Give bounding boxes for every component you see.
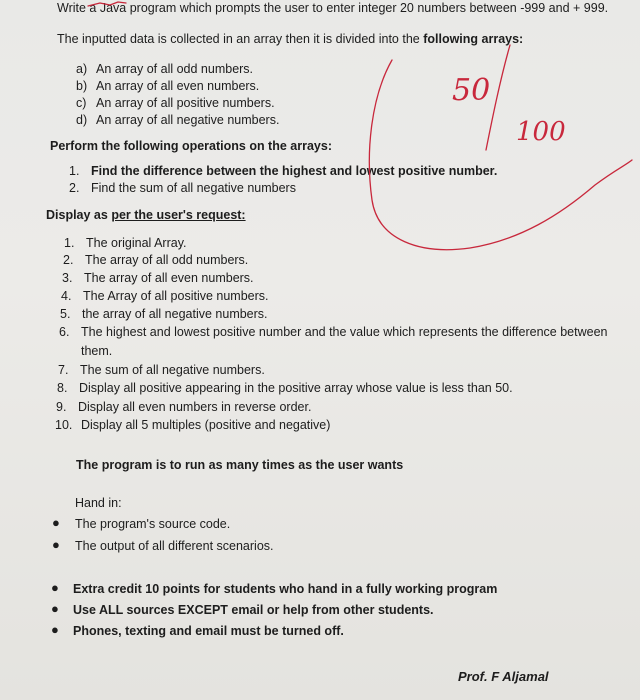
display-item (58, 363, 265, 378)
display-item (60, 307, 268, 322)
intro-line-2-text: The inputted data is collected in an array then it is divided into the (57, 32, 424, 46)
display-item-number: 10. (55, 418, 73, 432)
display-item-text: the array of all negative numbers. (82, 307, 268, 321)
array-item (76, 113, 279, 128)
display-heading (46, 208, 246, 223)
display-item-text: The highest and lowest positive number and the value which represents the difference between (81, 325, 608, 339)
intro-line-2-bold: following arrays: (423, 32, 524, 46)
array-item-label: d) (76, 113, 88, 127)
note-item: Use ALL sources EXCEPT email or help from other students. (73, 603, 434, 617)
intro-line-2 (57, 32, 523, 47)
array-item (76, 96, 275, 111)
operations-heading: Perform the following operations on the arrays: (50, 139, 332, 153)
display-item-text: The original Array. (86, 236, 187, 250)
divider-slash (486, 45, 510, 150)
hand-in-item: The program's source code. (75, 517, 231, 531)
intro-line-1: Write a Java program which prompts the user to enter integer 20 numbers between -999 and + 999. (57, 1, 609, 15)
display-heading-underlined: per the user's request: (111, 208, 246, 222)
signature: Prof. F Aljamal (458, 669, 549, 684)
array-item-text: An array of all negative numbers. (96, 113, 280, 127)
array-item (76, 62, 253, 77)
display-item-text: The sum of all negative numbers. (80, 363, 265, 377)
display-item (62, 271, 254, 286)
display-item (56, 400, 311, 415)
display-item (57, 381, 513, 396)
display-item-text: Display all 5 multiples (positive and negative) (81, 418, 331, 432)
note-item: Phones, texting and email must be turned off. (73, 624, 344, 638)
array-item (76, 79, 259, 94)
display-item (55, 418, 330, 433)
bullet-icon: ● (52, 515, 60, 530)
display-item-continued (59, 344, 112, 359)
display-item-number: 9. (56, 400, 67, 414)
display-item-text: The array of all even numbers. (84, 271, 254, 285)
operation-item-number: 2. (69, 181, 80, 195)
display-item-number: 2. (63, 253, 74, 267)
array-item-text: An array of all positive numbers. (96, 96, 275, 110)
bullet-icon: ● (51, 580, 59, 595)
operation-item (69, 181, 296, 196)
display-item-text: Display all even numbers in reverse order. (78, 400, 312, 414)
display-heading-text: Display as (46, 208, 112, 222)
display-item (63, 253, 248, 268)
bullet-icon: ● (51, 622, 59, 637)
grade-circle (369, 60, 632, 250)
display-item-number: 1. (64, 236, 75, 250)
array-item-label: c) (76, 96, 87, 110)
display-item (61, 289, 269, 304)
hand-in-item: The output of all different scenarios. (75, 539, 274, 553)
hand-in-heading: Hand in: (75, 496, 122, 510)
display-item-number: 8. (57, 381, 68, 395)
total-mark: 100 (516, 117, 566, 147)
display-item-text: Display all positive appearing in the positive array whose value is less than 50. (79, 381, 513, 395)
display-item (64, 236, 187, 251)
display-item-number: 5. (60, 307, 71, 321)
array-item-text: An array of all even numbers. (96, 79, 260, 93)
operation-item (69, 164, 497, 179)
display-item-number: 7. (58, 363, 69, 377)
bullet-icon: ● (51, 601, 59, 616)
display-item-text: them. (81, 344, 113, 358)
run-note: The program is to run as many times as the user wants (76, 458, 404, 472)
display-item (59, 325, 607, 340)
display-item-text: The array of all odd numbers. (85, 253, 249, 267)
operation-item-text: Find the sum of all negative numbers (91, 181, 296, 195)
array-item-text: An array of all odd numbers. (96, 62, 254, 76)
bullet-icon: ● (52, 537, 60, 552)
display-item-number: 6. (59, 325, 70, 339)
array-item-label: b) (76, 79, 88, 93)
score-mark: 50 (452, 73, 491, 108)
operation-item-number: 1. (69, 164, 80, 178)
operation-item-text: Find the difference between the highest and lowest positive number. (91, 164, 498, 178)
display-item-number: 4. (61, 289, 72, 303)
display-item-text: The Array of all positive numbers. (83, 289, 269, 303)
display-item-number: 3. (62, 271, 73, 285)
note-item: Extra credit 10 points for students who hand in a fully working program (73, 582, 498, 596)
array-item-label: a) (76, 62, 88, 76)
